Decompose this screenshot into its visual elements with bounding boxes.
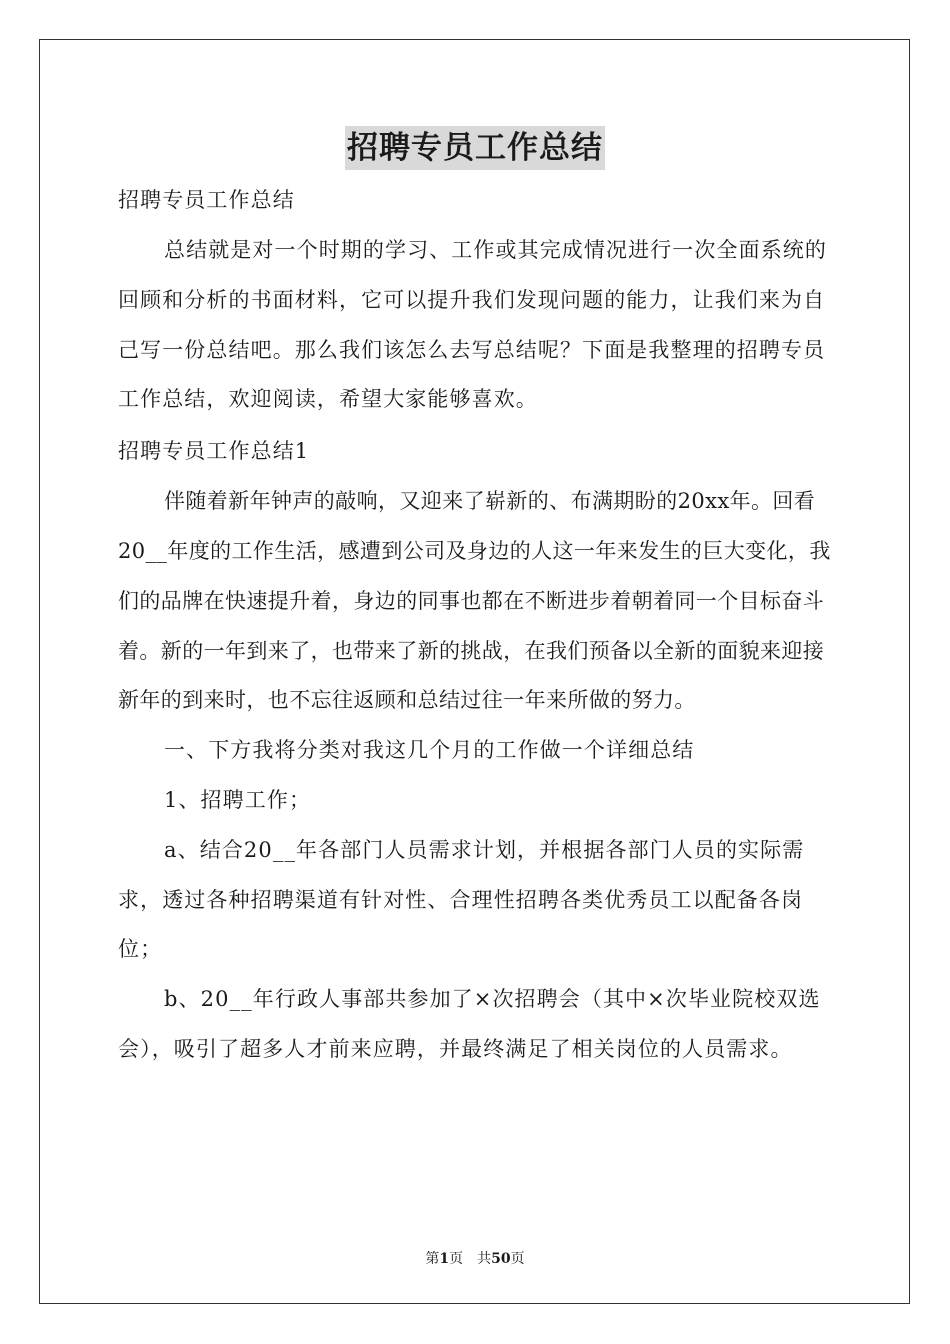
page-label-suffix: 页 <box>510 1251 525 1267</box>
body-paragraph: 伴随着新年钟声的敲响，又迎来了崭新的、布满期盼的20xx年。回看20__年度的工作生活，感遭到公司及身边的人这一年来发生的巨大变化，我们的品牌在快速提升着，身边的同事也都在不断进步着朝着同一个目标奋斗着。新的一年到来了，也带来了新的挑战，在我们预备以全新的面貌来迎接新年的到来时，也不忘往返顾和总结过往一年来所做的努力。 <box>118 489 831 713</box>
title-container <box>0 126 950 170</box>
current-page-number: 1 <box>439 1251 450 1267</box>
body-paragraph: a、结合20__年各部门人员需求计划，并根据各部门人员的实际需求，透过各种招聘渠道有针对性、合理性招聘各类优秀员工以配备各岗位； <box>118 837 805 962</box>
body-paragraph: 1、招聘工作； <box>164 787 312 812</box>
document-subtitle: 招聘专员工作总结 <box>118 188 295 212</box>
page-label-mid: 页 共 <box>449 1251 492 1267</box>
section-heading: 招聘专员工作总结1 <box>118 439 310 464</box>
page-label-prefix: 第 <box>425 1251 440 1267</box>
page-footer <box>0 1248 950 1268</box>
intro-paragraph: 总结就是对一个时期的学习、工作或其完成情况进行一次全面系统的回顾和分析的书面材料，它可以提升我们发现问题的能力，让我们来为自己写一份总结吧。那么我们该怎么去写总结呢？下面是我整理的招聘专员工作总结，欢迎阅读，希望大家能够喜欢。 <box>118 238 827 412</box>
document-title: 招聘专员工作总结 <box>345 126 605 170</box>
total-page-count: 50 <box>491 1251 511 1267</box>
body-paragraph: 一、下方我将分类对我这几个月的工作做一个详细总结 <box>164 738 695 763</box>
document-body <box>118 174 844 1075</box>
body-paragraph: b、20__年行政人事部共参加了×次招聘会（其中×次毕业院校双选会），吸引了超多人才前来应聘，并最终满足了相关岗位的人员需求。 <box>118 987 821 1061</box>
